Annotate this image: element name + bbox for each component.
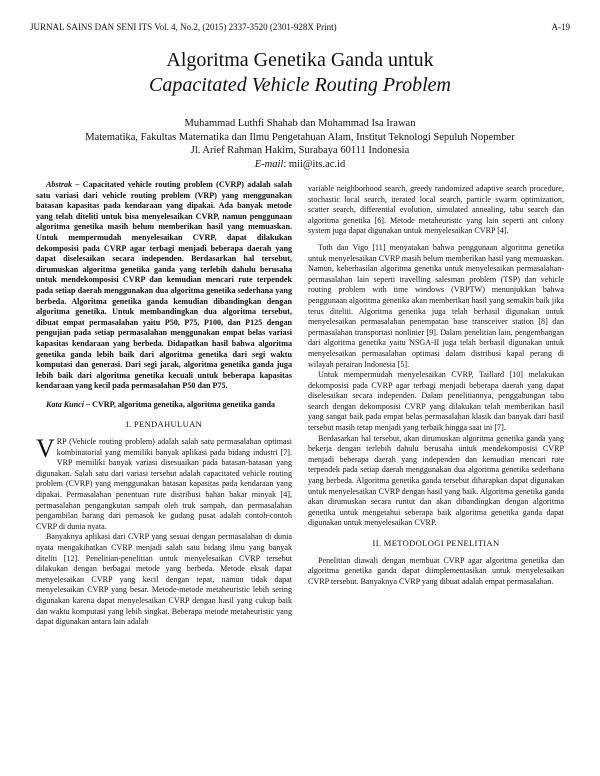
author-block — [30, 117, 570, 171]
abstract-text: Capacitated vehicle routing problem (CVRP) adalah salah satu variasi dari vehicle routing problem (VRP) yang menggunakan batasan kapasitas pada kendaraan yang dipakai. Ada banyak metode yang telah diteliti untuk bisa menyelesaikan CVRP, namun penggunaan algoritma genetika masih belum memberikan hasil yang memuaskan. Untuk mempermudah menyelesaikan CVRP, dapat dilakukan dekomposisi pada CVRP agar terbagi menjadi beberapa daerah yang dapat diselesaikan secara independen. Berdasarkan hal tersebut, dirumuskan algoritma genetika ganda yang terlebih dahulu berusaha untuk mendekomposisi CVRP dan kemudian mencari rute terpendek pada setiap daerah menggunakan dua algoritma genetika sederhana yang berbeda. Algoritma genetika ganda kemudian dibandingkan dengan algoritma genetika. Untuk membandingkan dua algoritma tersebut, dibuat empat permasalahan yaitu P50, P75, P100, dan P125 dengan pengujian pada setiap permasalahan menggunakan empat belas variasi kapasitas kendaraan yang berbeda. Didapatkan hasil bahwa algoritma genetika ganda lebih baik dari algoritma genetika dari segi waktu komputasi dan generasi. Dari segi jarak, algoritma genetika ganda juga lebih baik dari algoritma genetika kecuali untuk beberapa kapasitas kendaraan yang kecil pada permasalahan P50 dan P75. — [36, 180, 292, 391]
abstract — [36, 180, 292, 392]
section-heading-methodology: II. METODOLOGI PENELITIAN — [372, 538, 500, 548]
left-column — [36, 180, 292, 628]
keywords-text: CVRP, algoritma genetika, algoritma genetika ganda — [90, 399, 276, 409]
right-paragraph-2: Untuk mempermudah menyelesaikan CVRP, Taillard [10] melakukan dekomposisi pada CVRP agar terbagi menjadi beberapa daerah yang dapat diselesaikan secara independen. Dalam penelitiannya, penggabungan tabu search dengan dekomposisi CVRP yang dilakukan telah memberikan hasil yang sangat baik pada empat belas permasalahan klasik dan banyak dari hasil tersebut masih tetap menjadi yang terbaik hingga saat ini [7]. — [308, 370, 564, 433]
email-label: E-mail — [254, 158, 284, 170]
email: : mii@its.ac.id — [283, 158, 346, 170]
intro-paragraph-1-text: RP (Vehicle routing problem) adalah salah satu permasalahan optimasi kombinatorial yang memiliki banyak aplikasi pada bidang industri [7]. VRP memiliki banyak variasi disesuaikan pada batasan-batasan yang digunakan. Salah satu dari variasi tersebut adalah capacitated vehicle routing problem (CVRP) yang menggunakan batasan kapasitas pada kendaraan yang dipakai. Permasalahan penentuan rute distribusi bahan bakar minyak [4], permasalahan pengangkutan sampah oleh truk sampah, dan permasalahan pengambilan barang dari pemasok ke gudang pusat adalah contoh-contoh CVRP di dunia nyata. — [36, 437, 292, 531]
method-paragraph-1: Penelitian diawali dengan membuat CVRP agar algoritma genetika dan algoritma genetika ganda dapat diimplementasikan untuk menyelesaikan CVRP tersebut. Banyaknya CVRP yang dibuat adalah empat permasalahan. — [308, 555, 564, 586]
right-paragraph-0: variable neighborhood search, greedy randomized adaptive search procedure, stochastic local search, iterated local search, particle swarm optimization, scatter search, differential evolution, simulated annealing, tabu search dan algoritma genetika [6]. Metode metaheuristic yang lain seperti ant colony system juga dapat digunakan untuk menyelesaikan CVRP [4]. — [308, 184, 564, 236]
author-names: Muhammad Luthfi Shahab dan Mohammad Isa Irawan — [184, 118, 416, 129]
drop-cap: V — [36, 434, 55, 464]
intro-paragraph-1 — [36, 434, 292, 532]
intro-paragraph-2: Banyaknya aplikasi dari CVRP yang sesuai dengan permasalahan di dunia nyata mengakibatkan CVRP menjadi salah satu bidang ilmu yang banyak diteliti [12]. Penelitian-penelitian untuk menyelesaikan CVRP tersebut dilakukan dengan berbagai metode yang berbeda. Metode eksak dapat menyelesaikan CVRP yang kecil dengan tepat, namun tidak dapat menyelesaikan CVRP yang besar. Metode-metode metaheuristic lebih sering digunakan karena dapat menyelesaikan CVRP dengan hasil yang cukup baik dan waktu komputasi yang lebih singkat. Beberapa metode metaheuristic yang dapat digunakan antara lain adalah — [36, 532, 292, 627]
address: Jl. Arief Rahman Hakim, Surabaya 60111 Indonesia — [190, 145, 410, 156]
keywords-label: Kata Kunci – — [46, 399, 91, 409]
right-paragraph-3: Berdasarkan hal tersebut, akan dirumuskan algoritma genetika ganda yang bekerja dengan terlebih dahulu berusaha untuk mendekomposisi CVRP menjadi beberapa daerah yang independen dan kemudian mencari rute terpendek pada setiap daerah menggunakan dua algoritma genetika sederhana yang berbeda. Algoritma genetika ganda tersebut diharapkan dapat digunakan untuk menyelesaikan CVRP dengan hasil yang baik. Algoritma genetika ganda akan dirumuskan secara runtut dan akan dibandingkan dengan algoritma genetika untuk mengetahui seberapa baik algoritma genetika ganda dapat digunakan untuk menyelesaikan CVRP. — [308, 433, 564, 528]
right-paragraph-1: Toth dan Vigo [11] menyatakan bahwa penggunaan algoritma genetika untuk menyelesaikan CVRP masih belum memberikan hasil yang memuaskan. Namun, keberhasilan algoritma genetika untuk menyelesaikan permasalahan-permasalahan lain seperti travelling salesman problem (TSP) dan vehicle routing problem with time windows (VRPTW) menunjukkan bahwa penggunaan algoritma genetika akan memberikan hasil yang semakin baik jika terus diteliti. Algoritma genetika juga telah berhasil digunakan untuk menyelesaikan permasalahan penempatan base transceiver station [8] dan permasalahan transportasi nonlinier [9]. Dalam penelitian lain, pengembangan dari algoritma genetika yaitu NSGA-II juga telah berhasil digunakan untuk menyelesaikan permasalahan optimasi dalam distribusi kapal perang di wilayah perairan Indonesia [5]. — [308, 242, 564, 369]
keywords — [36, 400, 292, 411]
paper-title — [30, 48, 570, 98]
abstract-label: Abstrak – — [46, 180, 80, 189]
title-line-1: Algoritma Genetika Ganda untuk — [166, 49, 434, 71]
title-line-2: Capacitated Vehicle Routing Problem — [149, 74, 451, 96]
email-line — [30, 158, 570, 172]
affiliation: Matematika, Fakultas Matematika dan Ilmu Pengetahuan Alam, Institut Teknologi Sepuluh Nopember — [85, 131, 515, 143]
page-header — [30, 22, 570, 32]
right-column — [308, 184, 564, 587]
section-heading-introduction: I. PENDAHULUAN — [125, 419, 203, 430]
journal-info: JURNAL SAINS DAN SENI ITS Vol. 4, No.2, (2015) 2337-3520 (2301-928X Print) — [30, 22, 337, 32]
page-number: A-19 — [551, 22, 570, 32]
